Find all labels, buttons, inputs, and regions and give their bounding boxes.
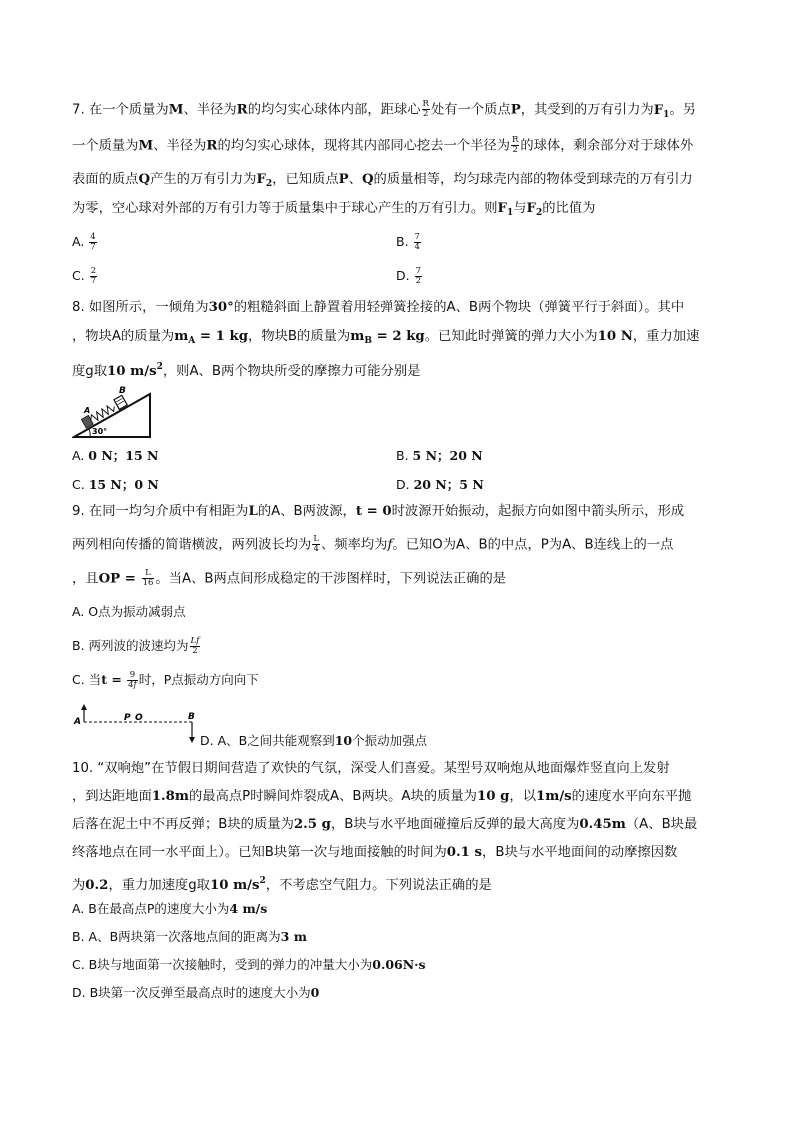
q10-option-a[interactable] [72, 899, 267, 919]
q9-option-a[interactable] [72, 602, 186, 622]
text: ，不考虑空气阻力。下列说法正确的是 [265, 878, 492, 893]
option-text: D. A、B之间共能观察到 [200, 733, 335, 748]
text: ，以 [509, 789, 536, 804]
math: 0.2 [85, 878, 109, 893]
fraction [127, 671, 138, 690]
q9-option-d[interactable] [200, 731, 427, 751]
incline-triangle [74, 394, 150, 437]
math: Q [361, 172, 374, 187]
fraction [142, 569, 155, 588]
value: = 1 kg [195, 329, 249, 344]
q7-option-a[interactable] [72, 232, 98, 252]
text: ，重力加速度g取 [108, 878, 210, 893]
text: 的均匀实心球体，现将其内部同心挖去一个半径为 [217, 138, 510, 154]
q9-line-3 [72, 569, 506, 590]
text: ，到达距地面 [72, 789, 152, 804]
text: 。已知此时弹簧的弹力大小为 [424, 329, 598, 344]
angle-label: 30° [92, 427, 108, 436]
symbol: m [350, 329, 365, 344]
option-text: 5 N；20 N [412, 448, 483, 463]
incline-figure [72, 382, 154, 440]
label-b: B [188, 712, 195, 722]
denominator: 4f [128, 680, 137, 690]
math [527, 201, 543, 216]
math [498, 201, 514, 216]
option-text: D. B块第一次反弹至最高点时的速度大小为 [72, 985, 311, 1000]
text: 的球体，剩余部分对于球体外 [520, 138, 694, 154]
text: 时波源开始振动，起振方向如图中箭头所示，形成 [391, 504, 685, 519]
wave-source-figure [72, 703, 202, 747]
text: 终落地点在同一水平面上）。已知B块第一次与地面接触的时间为 [72, 845, 447, 860]
math: 2.5 g [293, 817, 331, 832]
q8-option-a[interactable] [72, 446, 158, 466]
math [350, 329, 424, 344]
text: 的粗糙斜面上静置着用轻弹簧拴接的A、B两个物块（弹簧平行于斜面）。其中 [233, 300, 685, 315]
text: 度g取 [72, 364, 108, 379]
value: 10 m/s [107, 364, 157, 379]
math: M [168, 102, 184, 118]
fraction [422, 100, 430, 119]
subscript: 1 [506, 208, 514, 218]
text: ，B块与水平地面间的动摩擦因数 [482, 845, 678, 860]
option-text: C. B块与地面第一次接触时，受到的弹力的冲量大小为 [72, 957, 373, 972]
text: ，B块与水平地面碰撞后反弹的最大高度为 [330, 817, 580, 832]
text: 、半径为 [153, 138, 207, 154]
option-label: B. [396, 234, 409, 249]
text: 8. 如图所示，一倾角为 [72, 300, 209, 315]
fraction [312, 535, 320, 554]
math: 30° [208, 300, 234, 315]
text: 、频率均为 [321, 537, 388, 553]
text: ，且 [72, 571, 99, 587]
math: 0.45m [579, 817, 626, 832]
text: ，重力加速 [632, 329, 700, 344]
numerator: 7 [415, 266, 422, 276]
math: R [236, 102, 248, 118]
label-a: A [74, 717, 81, 727]
fraction [415, 267, 422, 286]
text: 的最高点P时瞬间炸裂成A、B两块。A块的质量为 [188, 789, 477, 804]
subscript: B [364, 336, 372, 346]
math: 0.06N·s [372, 957, 426, 972]
option-label: B. [396, 448, 409, 463]
math: 4 m/s [229, 901, 268, 916]
q7-line-3 [72, 170, 693, 194]
math: 3 m [280, 929, 307, 944]
q7-option-b[interactable] [396, 232, 422, 252]
subscript: A [188, 336, 196, 346]
q7-option-d[interactable] [396, 266, 423, 286]
denominator: 2 [415, 276, 422, 286]
text: 9. 在同一均匀介质中有相距为 [72, 504, 249, 519]
math: M [138, 138, 154, 154]
q8-option-c[interactable] [72, 475, 159, 495]
text: 的质量相等，均匀球壳内部的物体受到球壳的万有引力 [373, 172, 693, 187]
option-label: A. [72, 448, 85, 463]
fraction [90, 267, 97, 286]
option-text: 0 N；15 N [88, 448, 159, 463]
math: L [248, 504, 258, 519]
math: 10 [334, 733, 353, 748]
label-a: A [84, 406, 91, 415]
q7-line-2 [72, 136, 693, 157]
math: 10 N [597, 329, 633, 344]
text: 的速度水平向东平抛 [571, 789, 692, 804]
denominator: 16 [142, 578, 154, 588]
option-label: D. [396, 477, 410, 492]
symbol: F [256, 172, 266, 187]
denominator: 2 [423, 109, 429, 119]
q10-line-2 [72, 787, 691, 807]
text: 后落在泥土中不再反弹；B块的质量为 [72, 817, 294, 832]
q8-line-3 [72, 357, 420, 382]
numerator: L [142, 569, 155, 579]
q7-line-1 [72, 100, 696, 125]
denominator: 7 [90, 242, 96, 252]
option-text: 20 N；5 N [413, 477, 484, 492]
math: t = [101, 672, 127, 687]
fraction [89, 233, 96, 252]
numerator: R [512, 135, 519, 145]
symbol: F [497, 201, 507, 216]
denominator: 4 [414, 242, 420, 252]
q10-option-b[interactable] [72, 927, 307, 947]
q10-option-c[interactable] [72, 955, 426, 975]
q10-line-3 [72, 815, 697, 835]
q8-option-d[interactable] [396, 475, 484, 495]
numerator: 9 [127, 671, 138, 681]
arrow-a-head [81, 704, 87, 710]
option-text: B. 两列波的波速均为 [72, 638, 189, 653]
option-label: C. [72, 477, 85, 492]
text: 产生的万有引力为 [150, 172, 257, 187]
symbol: F [653, 102, 664, 118]
superscript: 2 [259, 876, 266, 886]
subscript: 1 [663, 109, 670, 120]
value: = 2 kg [371, 329, 425, 344]
superscript: 2 [156, 362, 163, 372]
text: 表面的质点 [72, 172, 139, 187]
value: 10 m/s [209, 878, 260, 893]
option-label: C. [72, 268, 85, 283]
math: P [510, 102, 521, 118]
q10-line-4 [72, 843, 677, 863]
fraction [414, 233, 421, 252]
denominator: 2 [512, 145, 518, 155]
symbol: m [174, 329, 189, 344]
text: ，已知质点 [272, 172, 339, 187]
math: 1.8m [151, 789, 189, 804]
math: Q [138, 172, 151, 187]
symbol: F [526, 201, 536, 216]
option-text: C. 当 [72, 672, 102, 687]
denominator: 7 [90, 276, 97, 286]
numerator: Lf [190, 636, 200, 646]
text: 两列相向传播的简谐横波，两列波长均为 [72, 537, 312, 553]
option-text: 15 N；0 N [88, 477, 159, 492]
math: P [338, 172, 349, 187]
option-text: A. B在最高点P的速度大小为 [72, 901, 230, 916]
option-text: B. A、B两块第一次落地点间的距离为 [72, 929, 281, 944]
math [654, 103, 670, 118]
numerator: 4 [90, 232, 96, 242]
subscript: 2 [265, 179, 273, 189]
q9-option-b[interactable] [72, 636, 201, 656]
q8-line-2 [72, 327, 699, 351]
text: 的A、B两波源， [257, 504, 356, 519]
math: 10 g [476, 789, 510, 804]
option-label: A. [72, 234, 85, 249]
denominator: 2 [192, 646, 198, 656]
option-text: 个振动加强点 [352, 733, 428, 748]
math [256, 172, 272, 187]
numerator: 7 [414, 232, 420, 242]
q8-line-1 [72, 298, 684, 318]
math: f [387, 537, 393, 553]
label-b: B [119, 386, 126, 396]
text: 的均匀实心球体内部，距球心 [247, 102, 421, 118]
numerator: 2 [90, 266, 97, 276]
math: 0 [310, 985, 320, 1000]
option-label: D. [396, 268, 410, 283]
fraction [190, 637, 201, 656]
text: 。已知O为A、B的中点，P为A、B连线上的一点 [392, 537, 674, 553]
label-p: P [124, 713, 131, 723]
text: 的比值为 [542, 201, 596, 216]
math: 1m/s [536, 789, 572, 804]
text: 为零，空心球对外部的万有引力等于质量集中于球心产生的万有引力。则 [72, 201, 498, 216]
math [174, 329, 248, 344]
math [210, 878, 266, 893]
q9-line-1 [72, 502, 684, 522]
subscript: 2 [535, 208, 543, 218]
text: 10. “双响炮”在节假日期间营造了欢快的气氛，深受人们喜爱。某型号双响炮从地面爆炸竖直向上发射 [72, 761, 670, 776]
q7-line-4 [72, 199, 595, 223]
text: ，物块A的质量为 [72, 329, 175, 344]
q8-option-b[interactable] [396, 446, 483, 466]
denominator: 4 [313, 544, 319, 554]
text: 。当A、B两点间形成稳定的干涉图样时，下列说法正确的是 [155, 571, 507, 587]
math: t = 0 [355, 504, 392, 519]
numerator: R [422, 99, 429, 109]
math: R [206, 138, 218, 154]
q9-line-2 [72, 535, 673, 556]
option-text: A. O点为振动减弱点 [72, 604, 186, 619]
label-o: O [135, 713, 143, 723]
text: 、 [348, 172, 362, 187]
arrow-b-head [189, 737, 195, 743]
math [107, 364, 163, 379]
text: （A、B块最 [625, 817, 698, 832]
text: ，其受到的万有引力为 [520, 102, 654, 118]
text: ，物块B的质量为 [248, 329, 351, 344]
text: 、半径为 [183, 102, 237, 118]
q10-option-d[interactable] [72, 983, 319, 1003]
text: ，则A、B两个物块所受的摩擦力可能分别是 [162, 364, 421, 379]
fraction [511, 136, 519, 155]
q10-line-1 [72, 759, 670, 779]
text: 7. 在一个质量为 [72, 102, 169, 118]
q7-option-c[interactable] [72, 266, 98, 286]
q9-option-c[interactable] [72, 670, 259, 690]
math: OP = [98, 571, 141, 587]
text: 一个质量为 [72, 138, 139, 154]
q10-line-5 [72, 871, 492, 896]
text: 为 [72, 878, 86, 893]
option-text: 时，P点振动方向向下 [138, 672, 259, 687]
math: 0.1 s [446, 845, 483, 860]
numerator: L [313, 534, 319, 544]
text: 处有一个质点 [430, 102, 511, 118]
text: 。另 [669, 102, 697, 118]
text: 与 [513, 201, 527, 216]
